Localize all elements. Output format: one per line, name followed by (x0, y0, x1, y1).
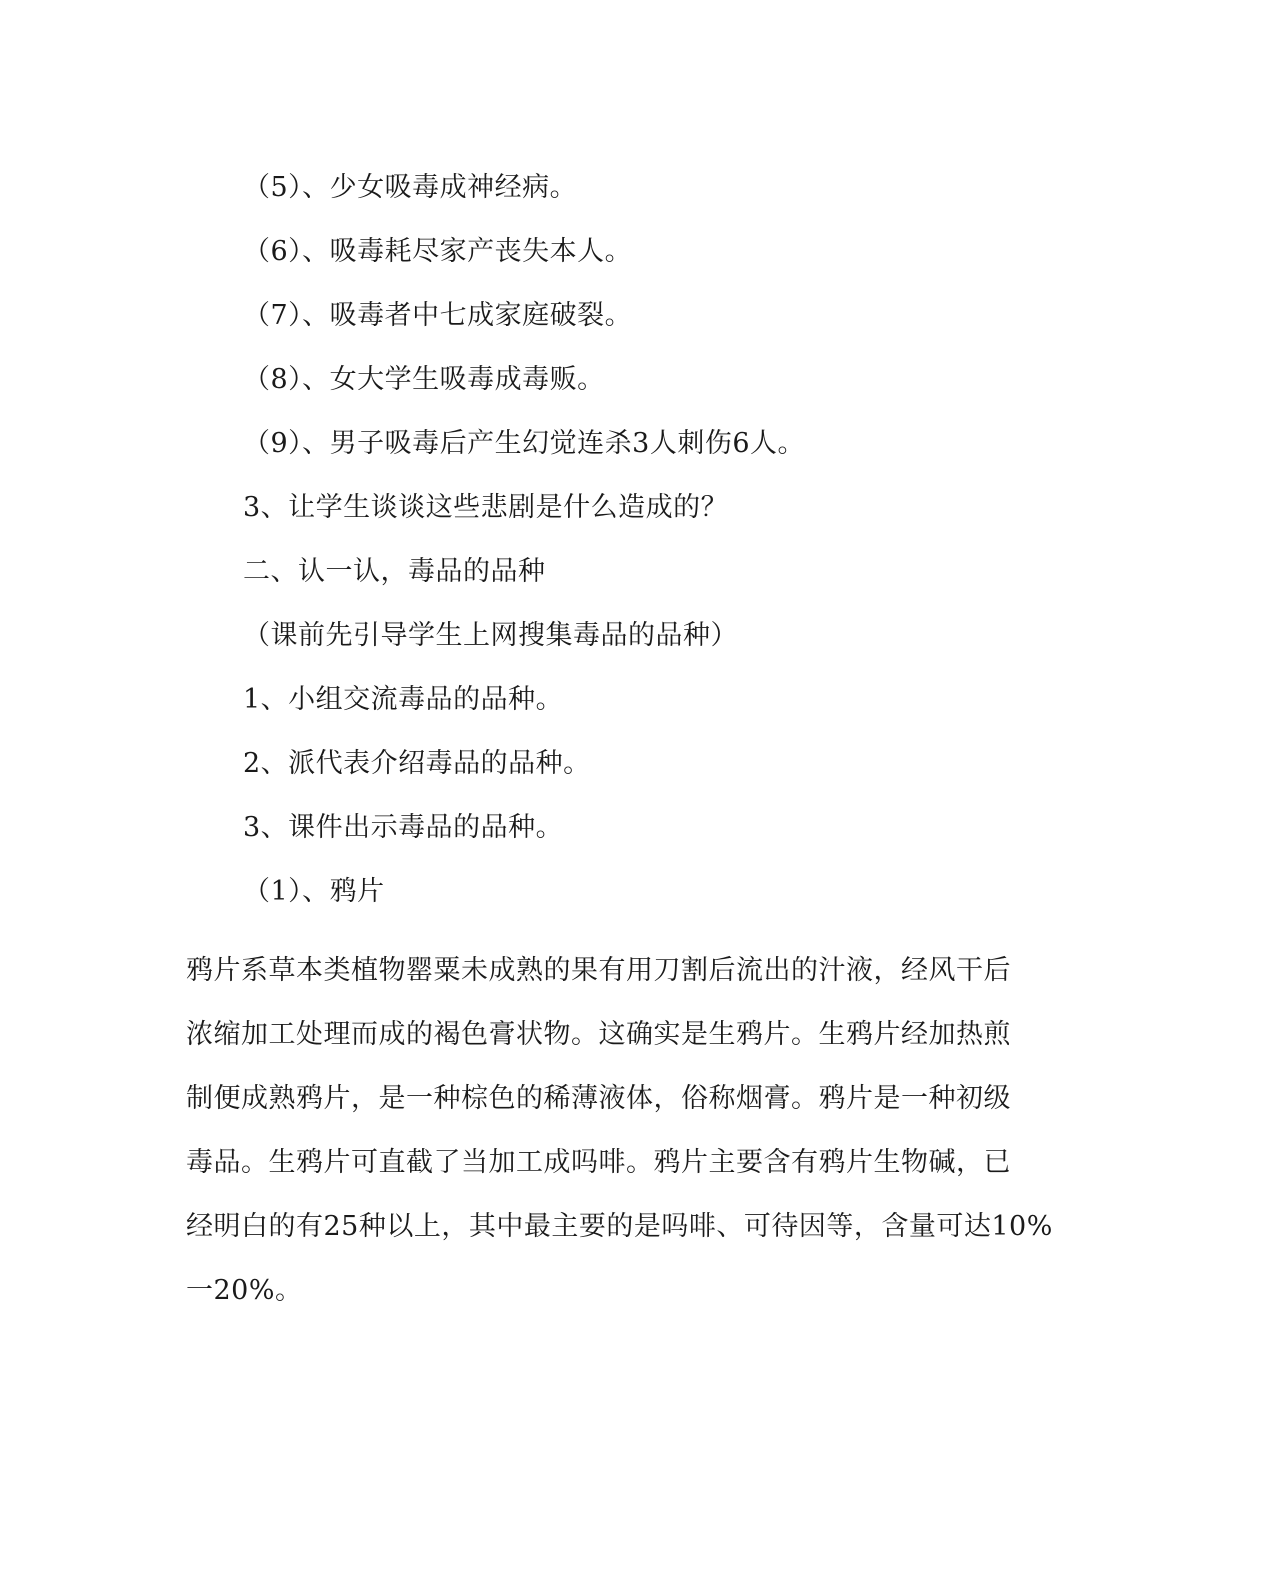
list-item-5: （5）、少女吸毒成神经病。 (243, 172, 578, 203)
paragraph-line: 鸦片系草本类植物罂粟未成熟的果有用刀割后流出的汁液，经风干后 (186, 955, 1011, 986)
list-item-7: （7）、吸毒者中七成家庭破裂。 (243, 300, 633, 331)
list-item-9: （9）、男子吸毒后产生幻觉连杀3人刺伤6人。 (243, 428, 806, 459)
section-note: （课前先引导学生上网搜集毒品的品种） (243, 620, 738, 651)
paragraph-line: 浓缩加工处理而成的褐色膏状物。这确实是生鸦片。生鸦片经加热煎 (186, 1019, 1011, 1050)
paragraph-line: 毒品。生鸦片可直截了当加工成吗啡。鸦片主要含有鸦片生物碱，已 (186, 1147, 1011, 1178)
sub-heading-opium: （1）、鸦片 (243, 876, 385, 907)
step-1: 1、小组交流毒品的品种。 (243, 684, 564, 715)
opium-paragraph (186, 939, 1066, 1323)
paragraph-line: 一20%。 (186, 1275, 303, 1306)
list-item-8: （8）、女大学生吸毒成毒贩。 (243, 364, 605, 395)
list-item-6: （6）、吸毒耗尽家产丧失本人。 (243, 236, 633, 267)
paragraph-line: 制便成熟鸦片，是一种棕色的稀薄液体，俗称烟膏。鸦片是一种初级 (186, 1083, 1011, 1114)
step-2: 2、派代表介绍毒品的品种。 (243, 748, 591, 779)
step-3: 3、课件出示毒品的品种。 (243, 812, 564, 843)
paragraph-line: 经明白的有25种以上，其中最主要的是吗啡、可待因等，含量可达10% (186, 1211, 1053, 1242)
step-3-discussion: 3、让学生谈谈这些悲剧是什么造成的？ (243, 492, 729, 523)
section-heading-2: 二、认一认，毒品的品种 (243, 556, 546, 587)
